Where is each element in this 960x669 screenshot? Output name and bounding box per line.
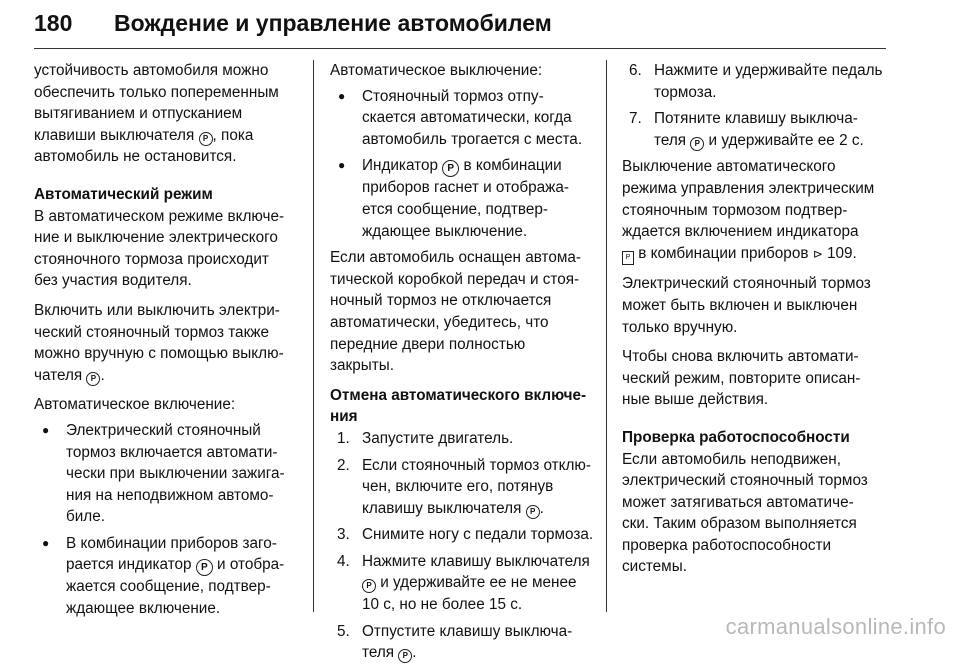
parking-brake-indicator-icon: P — [442, 160, 459, 177]
parking-brake-switch-icon: P — [199, 132, 213, 146]
auto-on-list — [34, 420, 302, 620]
door-paragraph: Если автомобиль оснащен автома- тической коробкой передач и стоя- ночный тормоз не отключается автоматически, убедитесь, что передние двери полностью закрыты. — [330, 249, 582, 375]
page-header — [34, 6, 886, 49]
column-divider — [606, 60, 607, 612]
parking-brake-switch-icon: P — [690, 137, 704, 151]
page-reference-arrow-icon: ⊳ — [812, 246, 823, 261]
check-paragraph: Если автомобиль неподвижен, электрический стояночный тормоз может затягиваться автоматиче- ски. Таким образом выполняется проверка работоспособности системы. — [622, 450, 868, 576]
cancel-auto-heading: Отмена автоматического включе- ния — [330, 386, 587, 426]
list-item: ● Стояночный тормоз отпу- скается автоматически, когда автомобиль трогается с места. — [330, 86, 598, 151]
list-item: 2. Если стояночный тормоз отклю- чен, включите его, потянув клавишу выключателя P . — [337, 456, 591, 517]
parking-brake-switch-icon: P — [526, 505, 540, 519]
auto-off-confirm-paragraph: Выключение автоматического режима управления электрическим стояночным тормозом подтвер- ждается включением индикатора P в комбинации приборов ⊳ 109. — [622, 156, 892, 265]
parking-brake-indicator-icon: P — [196, 559, 213, 576]
page-number: 180 — [34, 10, 73, 36]
list-item: 1. Запустите двигатель. — [337, 429, 514, 447]
check-heading: Проверка работоспособности — [622, 428, 850, 446]
auto-mode-heading: Автоматический режим — [34, 185, 213, 203]
auto-on-label: Автоматическое включение: — [34, 396, 236, 414]
parking-brake-switch-icon: P — [86, 372, 100, 386]
page-reference-link[interactable]: 109. — [827, 244, 857, 262]
column-3 — [622, 60, 892, 586]
parking-brake-switch-icon: P — [398, 649, 412, 663]
page-title: Вождение и управление автомобилем — [114, 10, 552, 36]
manual-only-paragraph: Электрический стояночный тормоз может быть включен и выключен только вручную. — [622, 275, 871, 336]
list-item: 5. Отпустите клавишу выключа- теля P . — [337, 622, 573, 662]
column-1 — [34, 60, 302, 625]
watermark: carmanualsonline.info — [725, 614, 946, 639]
column-divider — [313, 60, 314, 612]
list-item: 7. Потяните клавишу выключа- теля P и удерживайте ее 2 с. — [629, 110, 864, 149]
list-item: ● В комбинации приборов заго- рается индикатор P и отобра- жается сообщение, подтвер- ждающее включение. — [34, 533, 302, 620]
list-item: ● Электрический стояночный тормоз включается автомати- чески при выключении зажига- ния на неподвижном автомо- биле. — [34, 420, 302, 528]
auto-hold-off-indicator-icon: P — [622, 251, 634, 265]
list-item: 6. Нажмите и удерживайте педаль тормоза. — [629, 62, 883, 101]
auto-off-label: Автоматическое выключение: — [330, 62, 543, 79]
column-2 — [330, 60, 598, 669]
reenable-paragraph: Чтобы снова включить автомати- ческий режим, повторите описан- ные выше действия. — [622, 348, 861, 409]
list-item: 3. Снимите ногу с педали тормоза. — [337, 526, 594, 544]
list-item: 4. Нажмите клавишу выключателя P и удерживайте ее не менее 10 с, но не более 15 с. — [337, 552, 590, 614]
intro-paragraph: устойчивость автомобиля можно обеспечить только попеременным вытягиванием и отпусканием клавиши выключателя P , пока автомобиль не остановится. — [34, 62, 279, 166]
auto-mode-paragraph: В автоматическом режиме включе- ние и выключение электрического стояночного тормоза происходит без участия водителя. — [34, 207, 285, 290]
parking-brake-switch-icon: P — [362, 579, 376, 593]
cancel-steps-list — [330, 428, 598, 664]
manual-mode-paragraph: Включить или выключить электри- ческий стояночный тормоз также можно вручную с помощью выклю- чателя P . — [34, 301, 284, 384]
auto-off-list — [330, 86, 598, 243]
list-item: ● Индикатор P в комбинации приборов гаснет и отобража- ется сообщение, подтвер- ждающее выключение. — [330, 155, 598, 242]
cancel-steps-list-continued — [622, 60, 892, 151]
